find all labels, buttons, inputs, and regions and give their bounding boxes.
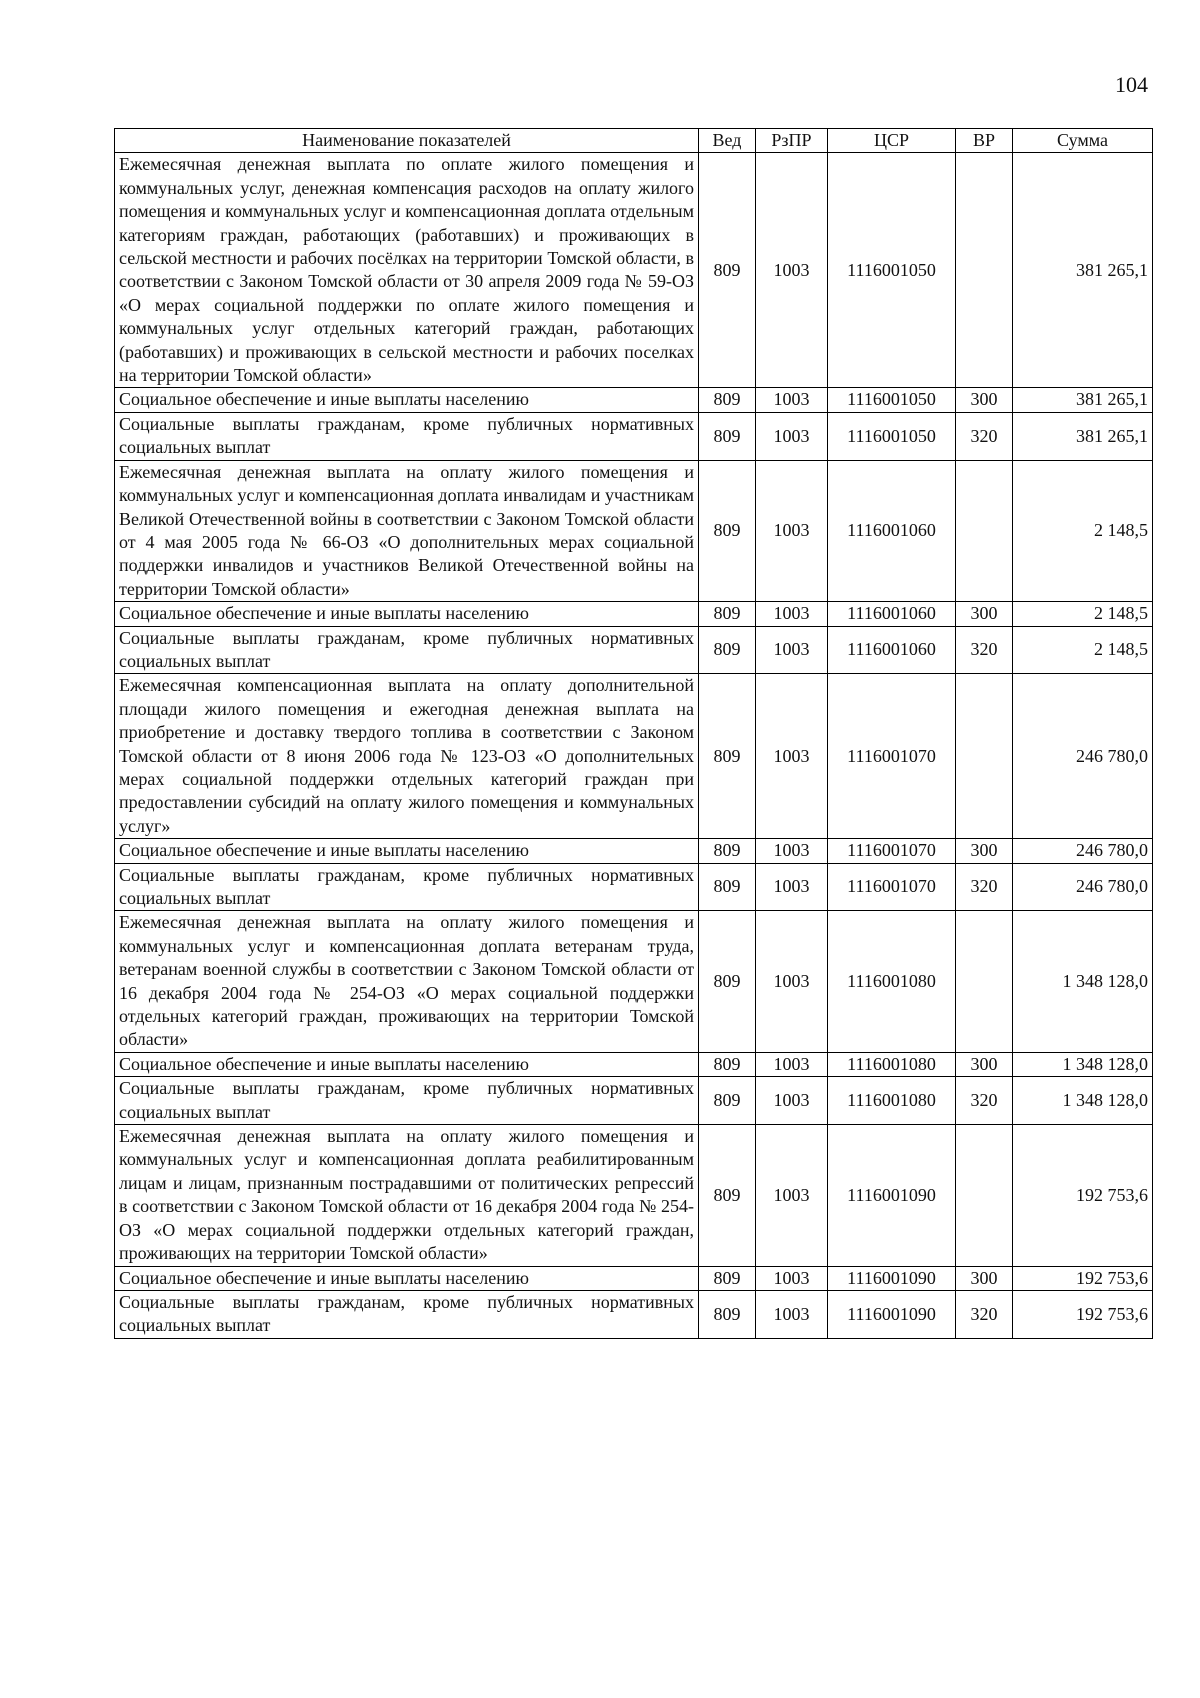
budget-table — [114, 128, 1153, 1339]
table-row — [115, 863, 1153, 911]
cell-sum: 1 348 128,0 — [1013, 1052, 1153, 1076]
cell-ved: 809 — [699, 911, 756, 1052]
cell-rzpr: 1003 — [756, 1077, 828, 1125]
cell-name: Социальные выплаты гражданам, кроме публичных нормативных социальных выплат — [115, 863, 699, 911]
header-sum: Сумма — [1013, 129, 1153, 153]
cell-name: Социальные выплаты гражданам, кроме публичных нормативных социальных выплат — [115, 1077, 699, 1125]
cell-sum: 246 780,0 — [1013, 863, 1153, 911]
cell-name: Социальные выплаты гражданам, кроме публичных нормативных социальных выплат — [115, 1290, 699, 1338]
cell-vr: 300 — [956, 388, 1013, 412]
cell-csr: 1116001050 — [828, 388, 956, 412]
cell-name: Ежемесячная компенсационная выплата на оплату дополнительной площади жилого помещения и ежегодная денежная выплата на приобретение и доставку твердого топлива в соответствии с Законом Томской области от 8 июня 2006 года № 123-ОЗ «О дополнительных мерах социальной поддержки отдельных категорий граждан при предоставлении субсидий на оплату жилого помещения и коммунальных услуг» — [115, 674, 699, 839]
page-number: 104 — [1115, 72, 1148, 97]
cell-sum: 2 148,5 — [1013, 602, 1153, 626]
table-row — [115, 602, 1153, 626]
cell-csr: 1116001070 — [828, 863, 956, 911]
cell-ved: 809 — [699, 153, 756, 388]
cell-csr: 1116001090 — [828, 1290, 956, 1338]
cell-vr: 300 — [956, 839, 1013, 863]
table-row — [115, 674, 1153, 839]
cell-ved: 809 — [699, 412, 756, 460]
cell-csr: 1116001080 — [828, 911, 956, 1052]
table-row — [115, 1125, 1153, 1266]
cell-name: Социальное обеспечение и иные выплаты населению — [115, 388, 699, 412]
cell-ved: 809 — [699, 1077, 756, 1125]
cell-name: Ежемесячная денежная выплата на оплату жилого помещения и коммунальных услуг и компенсационная доплата ветеранам труда, ветеранам военной службы в соответствии с Законом Томской области от 16 декабря 2004 года № 254-ОЗ «О мерах социальной поддержки отдельных категорий граждан, проживающих на территории Томской области» — [115, 911, 699, 1052]
table-header-row — [115, 129, 1153, 153]
cell-sum: 192 753,6 — [1013, 1266, 1153, 1290]
table-row — [115, 460, 1153, 601]
cell-rzpr: 1003 — [756, 602, 828, 626]
cell-name: Социальное обеспечение и иные выплаты населению — [115, 602, 699, 626]
cell-rzpr: 1003 — [756, 1266, 828, 1290]
table-body — [115, 153, 1153, 1338]
cell-name: Социальные выплаты гражданам, кроме публичных нормативных социальных выплат — [115, 626, 699, 674]
cell-ved: 809 — [699, 863, 756, 911]
cell-name: Ежемесячная денежная выплата на оплату жилого помещения и коммунальных услуг и компенсационная доплата инвалидам и участникам Великой Отечественной войны в соответствии с Законом Томской области от 4 мая 2005 года № 66-ОЗ «О дополнительных мерах социальной поддержки инвалидов и участников Великой Отечественной войны на территории Томской области» — [115, 460, 699, 601]
cell-vr — [956, 153, 1013, 388]
cell-ved: 809 — [699, 1052, 756, 1076]
table-row — [115, 412, 1153, 460]
cell-sum: 246 780,0 — [1013, 839, 1153, 863]
cell-rzpr: 1003 — [756, 1125, 828, 1266]
cell-name: Социальное обеспечение и иные выплаты населению — [115, 839, 699, 863]
cell-ved: 809 — [699, 388, 756, 412]
cell-rzpr: 1003 — [756, 412, 828, 460]
cell-csr: 1116001060 — [828, 626, 956, 674]
cell-ved: 809 — [699, 1125, 756, 1266]
cell-name: Социальное обеспечение и иные выплаты населению — [115, 1266, 699, 1290]
cell-csr: 1116001060 — [828, 460, 956, 601]
cell-vr: 320 — [956, 626, 1013, 674]
cell-name: Ежемесячная денежная выплата на оплату жилого помещения и коммунальных услуг и компенсационная доплата реабилитированным лицам и лицам, признанным пострадавшими от политических репрессий в соответствии с Законом Томской области от 16 декабря 2004 года № 254-ОЗ «О мерах социальной поддержки отдельных категорий граждан, проживающих на территории Томской области» — [115, 1125, 699, 1266]
table-row — [115, 839, 1153, 863]
cell-rzpr: 1003 — [756, 1290, 828, 1338]
cell-name: Социальное обеспечение и иные выплаты населению — [115, 1052, 699, 1076]
cell-csr: 1116001090 — [828, 1266, 956, 1290]
cell-ved: 809 — [699, 1290, 756, 1338]
cell-rzpr: 1003 — [756, 388, 828, 412]
cell-vr: 300 — [956, 1266, 1013, 1290]
cell-ved: 809 — [699, 460, 756, 601]
cell-sum: 246 780,0 — [1013, 674, 1153, 839]
table-row — [115, 1290, 1153, 1338]
cell-sum: 192 753,6 — [1013, 1125, 1153, 1266]
cell-rzpr: 1003 — [756, 863, 828, 911]
cell-csr: 1116001080 — [828, 1052, 956, 1076]
cell-vr: 300 — [956, 602, 1013, 626]
cell-rzpr: 1003 — [756, 153, 828, 388]
cell-name: Социальные выплаты гражданам, кроме публичных нормативных социальных выплат — [115, 412, 699, 460]
cell-sum: 2 148,5 — [1013, 626, 1153, 674]
cell-vr — [956, 1125, 1013, 1266]
header-ved: Вед — [699, 129, 756, 153]
header-csr: ЦСР — [828, 129, 956, 153]
cell-vr: 320 — [956, 1290, 1013, 1338]
cell-vr: 320 — [956, 412, 1013, 460]
header-rzpr: РзПР — [756, 129, 828, 153]
table-row — [115, 388, 1153, 412]
cell-sum: 1 348 128,0 — [1013, 911, 1153, 1052]
table-row — [115, 153, 1153, 388]
cell-vr: 320 — [956, 863, 1013, 911]
cell-sum: 381 265,1 — [1013, 412, 1153, 460]
table-row — [115, 626, 1153, 674]
cell-ved: 809 — [699, 626, 756, 674]
cell-sum: 381 265,1 — [1013, 388, 1153, 412]
cell-rzpr: 1003 — [756, 460, 828, 601]
cell-sum: 192 753,6 — [1013, 1290, 1153, 1338]
cell-csr: 1116001050 — [828, 153, 956, 388]
cell-rzpr: 1003 — [756, 626, 828, 674]
cell-vr: 300 — [956, 1052, 1013, 1076]
cell-name: Ежемесячная денежная выплата по оплате жилого помещения и коммунальных услуг, денежная компенсация расходов на оплату жилого помещения и коммунальных услуг и компенсационная доплата отдельным категориям граждан, работающих (работавших) и проживающих в сельской местности и рабочих посёлках на территории Томской области, в соответствии с Законом Томской области от 30 апреля 2009 года № 59-ОЗ «О мерах социальной поддержки по оплате жилого помещения и коммунальных услуг отдельных категорий граждан, работающих (работавших) и проживающих в сельской местности и рабочих поселках на территории Томской области» — [115, 153, 699, 388]
cell-vr — [956, 911, 1013, 1052]
cell-csr: 1116001050 — [828, 412, 956, 460]
cell-rzpr: 1003 — [756, 911, 828, 1052]
cell-rzpr: 1003 — [756, 839, 828, 863]
cell-ved: 809 — [699, 602, 756, 626]
cell-csr: 1116001090 — [828, 1125, 956, 1266]
header-name: Наименование показателей — [115, 129, 699, 153]
cell-vr — [956, 674, 1013, 839]
cell-sum: 1 348 128,0 — [1013, 1077, 1153, 1125]
cell-ved: 809 — [699, 674, 756, 839]
cell-rzpr: 1003 — [756, 674, 828, 839]
cell-csr: 1116001070 — [828, 839, 956, 863]
cell-ved: 809 — [699, 839, 756, 863]
cell-ved: 809 — [699, 1266, 756, 1290]
table-row — [115, 1266, 1153, 1290]
cell-vr: 320 — [956, 1077, 1013, 1125]
cell-csr: 1116001080 — [828, 1077, 956, 1125]
cell-sum: 381 265,1 — [1013, 153, 1153, 388]
cell-csr: 1116001060 — [828, 602, 956, 626]
header-vr: ВР — [956, 129, 1013, 153]
cell-sum: 2 148,5 — [1013, 460, 1153, 601]
cell-vr — [956, 460, 1013, 601]
table-row — [115, 1077, 1153, 1125]
cell-csr: 1116001070 — [828, 674, 956, 839]
cell-rzpr: 1003 — [756, 1052, 828, 1076]
table-row — [115, 1052, 1153, 1076]
table-row — [115, 911, 1153, 1052]
